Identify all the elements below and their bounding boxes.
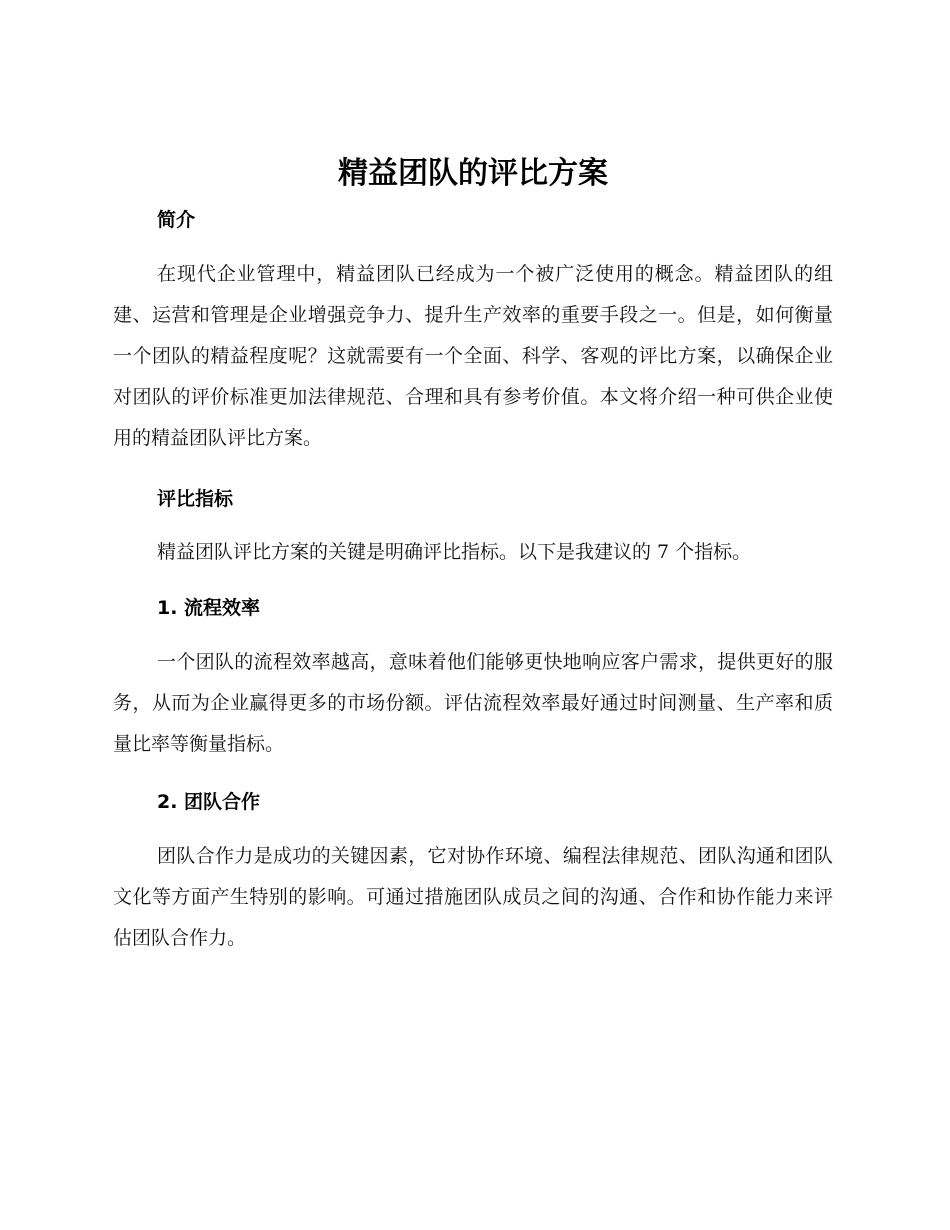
section-heading-teamwork: 2. 团队合作: [157, 791, 261, 813]
section-body-metrics: 精益团队评比方案的关键是明确评比指标。以下是我建议的 7 个指标。: [157, 541, 752, 563]
document-title: 精益团队的评比方案: [338, 156, 608, 191]
section-heading-intro: 简介: [157, 209, 196, 231]
section-body-teamwork: 团队合作力是成功的关键因素，它对协作环境、编程法律规范、团队沟通和团队文化等方面产生特别的影响。可通过措施团队成员之间的沟通、合作和协作能力来评估团队合作力。: [113, 845, 833, 949]
section-body-intro: 在现代企业管理中，精益团队已经成为一个被广泛使用的概念。精益团队的组建、运营和管理是企业增强竞争力、提升生产效率的重要手段之一。但是，如何衡量一个团队的精益程度呢？这就需要有一个全面、科学、客观的评比方案，以确保企业对团队的评价标准更加法律规范、合理和具有参考价值。本文将介绍一种可供企业使用的精益团队评比方案。: [113, 263, 833, 449]
section-body-process-efficiency: 一个团队的流程效率越高，意味着他们能够更快地响应客户需求，提供更好的服务，从而为企业赢得更多的市场份额。评估流程效率最好通过时间测量、生产率和质量比率等衡量指标。: [113, 651, 833, 755]
section-heading-process-efficiency: 1. 流程效率: [157, 597, 261, 619]
section-heading-metrics: 评比指标: [157, 488, 234, 510]
